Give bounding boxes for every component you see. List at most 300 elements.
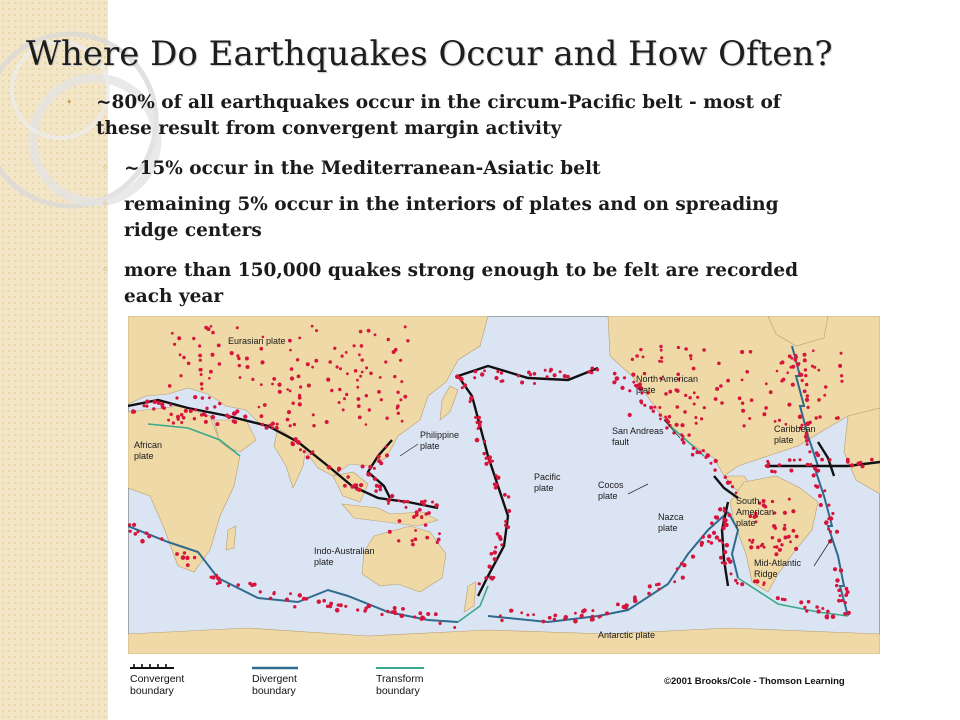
earthquake-dot <box>631 358 634 361</box>
earthquake-dot <box>824 385 827 388</box>
earthquake-dot <box>659 413 662 416</box>
earthquake-dot <box>157 401 161 405</box>
earthquake-dot <box>260 414 264 418</box>
earthquake-dot <box>517 374 520 377</box>
earthquake-dot <box>217 344 221 348</box>
earthquake-dot <box>778 548 782 552</box>
label-san-andreas-2: fault <box>612 437 630 447</box>
earthquake-dot <box>660 349 663 352</box>
earthquake-dot <box>216 582 219 585</box>
earthquake-dot <box>831 512 834 515</box>
earthquake-dot <box>289 390 292 393</box>
earthquake-dot <box>633 597 637 601</box>
earthquake-dot <box>367 604 372 609</box>
earthquake-dot <box>717 362 721 366</box>
label-indo-australian-1: Indo-Australian <box>314 546 375 556</box>
earthquake-dot <box>647 592 651 596</box>
earthquake-dot <box>189 409 193 413</box>
earthquake-dot <box>475 438 480 443</box>
earthquake-dot <box>494 546 497 549</box>
earthquake-dot <box>728 560 732 564</box>
label-philippine-2: plate <box>420 441 440 451</box>
antarctica-land <box>128 628 880 654</box>
earthquake-dot <box>459 377 463 381</box>
earthquake-dot <box>840 374 843 377</box>
earthquake-dot <box>526 614 529 617</box>
earthquake-dot <box>210 325 213 328</box>
earthquake-dot <box>248 582 252 586</box>
earthquake-dot <box>805 398 809 402</box>
earthquake-dot <box>235 409 239 413</box>
earthquake-dot <box>799 373 803 377</box>
earthquake-dot <box>549 368 553 372</box>
earthquake-dot <box>420 500 424 504</box>
earthquake-dot <box>839 594 842 597</box>
earthquake-dot <box>553 373 557 377</box>
earthquake-dot <box>824 521 828 525</box>
earthquake-dot <box>172 421 175 424</box>
earthquake-dot <box>846 458 850 462</box>
earthquake-dot <box>574 612 577 615</box>
earthquake-dot <box>680 423 684 427</box>
earthquake-dot <box>845 587 849 591</box>
earthquake-dot <box>411 539 414 542</box>
earthquake-dot <box>493 557 497 561</box>
earthquake-dot <box>477 427 480 430</box>
earthquake-dot <box>741 379 744 382</box>
earthquake-dot <box>315 329 318 332</box>
earthquake-dot <box>743 424 746 427</box>
earthquake-dot <box>730 572 733 575</box>
earthquake-dot <box>322 599 326 603</box>
earthquake-dot <box>297 440 301 444</box>
earthquake-dot <box>812 473 816 477</box>
earthquake-dot <box>693 403 696 406</box>
earthquake-dot <box>471 396 474 399</box>
earthquake-dot <box>238 364 241 367</box>
earthquake-dot <box>200 373 203 376</box>
label-caribbean-1: Caribbean <box>774 424 816 434</box>
earthquake-dot <box>814 484 817 487</box>
earthquake-dot <box>839 568 843 572</box>
earthquake-dot <box>337 467 341 471</box>
earthquake-dot <box>200 382 204 386</box>
earthquake-dot <box>360 344 364 348</box>
earthquake-dot <box>379 376 382 379</box>
earthquake-dot <box>438 532 441 535</box>
earthquake-dot <box>345 351 348 354</box>
earthquake-dot <box>821 607 824 610</box>
earthquake-dot <box>715 387 719 391</box>
earthquake-dot <box>665 426 668 429</box>
earthquake-dot <box>177 336 181 340</box>
earthquake-dot <box>147 534 151 538</box>
earthquake-dot <box>493 550 497 554</box>
earthquake-dot <box>648 584 652 588</box>
earthquake-dot <box>143 404 146 407</box>
earthquake-dot <box>227 416 231 420</box>
earthquake-dot <box>338 388 341 391</box>
earthquake-dot <box>701 535 705 539</box>
earthquake-dot <box>703 406 706 409</box>
earthquake-dot <box>660 356 663 359</box>
earthquake-dot <box>271 426 274 429</box>
earthquake-dot <box>339 603 343 607</box>
earthquake-dot <box>426 612 430 616</box>
earthquake-dot <box>836 416 840 420</box>
earthquake-dot <box>817 398 821 402</box>
legend-transform-label-1: Transform <box>376 673 424 685</box>
earthquake-dot <box>847 611 851 615</box>
earthquake-dot <box>559 370 562 373</box>
earthquake-dot <box>776 370 779 373</box>
earthquake-dot <box>480 372 484 376</box>
label-mid-atlantic-1: Mid-Atlantic <box>754 558 802 568</box>
legend-convergent-label-1: Convergent <box>130 673 185 685</box>
earthquake-dot <box>741 402 744 405</box>
earthquake-dot <box>676 405 680 409</box>
earthquake-dot <box>620 386 624 390</box>
earthquake-dot <box>205 407 208 410</box>
earthquake-dot <box>289 592 292 595</box>
earthquake-dot <box>803 389 807 393</box>
earthquake-dot <box>479 420 482 423</box>
label-south-american-1: South <box>736 496 760 506</box>
earthquake-dot <box>804 368 807 371</box>
earthquake-dot <box>835 578 839 582</box>
earthquake-dot <box>827 517 830 520</box>
earthquake-dot <box>807 600 811 604</box>
earthquake-dot <box>771 536 774 539</box>
earthquake-dot <box>840 380 843 383</box>
earthquake-dot <box>676 389 680 393</box>
earthquake-dot <box>823 489 826 492</box>
earthquake-dot <box>243 415 247 419</box>
earthquake-dot <box>762 499 766 503</box>
earthquake-dot <box>696 396 699 399</box>
earthquake-dot <box>245 357 249 361</box>
earthquake-dot <box>692 367 696 371</box>
earthquake-dot <box>792 529 796 533</box>
earthquake-dot <box>424 523 428 527</box>
slide-title: Where Do Earthquakes Occur and How Often? <box>26 34 833 74</box>
earthquake-dot <box>707 540 710 543</box>
earthquake-dot <box>780 362 783 365</box>
earthquake-dot <box>326 605 329 608</box>
earthquake-dot <box>723 550 727 554</box>
earthquake-dot <box>211 575 215 579</box>
earthquake-dot <box>386 498 391 503</box>
earthquake-dot <box>265 426 269 430</box>
earthquake-dot <box>784 536 788 540</box>
earthquake-dot <box>773 546 776 549</box>
earthquake-dot <box>807 406 810 409</box>
earthquake-dot <box>622 605 626 609</box>
earthquake-dot <box>356 379 359 382</box>
earthquake-dot <box>421 616 425 620</box>
earthquake-dot <box>778 419 781 422</box>
earthquake-dot <box>211 415 216 420</box>
earthquake-dot <box>715 515 719 519</box>
earthquake-dot <box>193 417 196 420</box>
earthquake-dot <box>850 463 854 467</box>
earthquake-dot <box>258 406 261 409</box>
earthquake-dot <box>208 396 211 399</box>
earthquake-dot <box>208 377 211 380</box>
legend-svg <box>128 656 880 706</box>
earthquake-dot <box>591 615 595 619</box>
earthquake-dot <box>809 463 812 466</box>
earthquake-dot <box>473 376 476 379</box>
earthquake-dot <box>276 423 279 426</box>
earthquake-dot <box>355 488 358 491</box>
earthquake-dot <box>305 597 309 601</box>
earthquake-dot <box>548 616 552 620</box>
earthquake-dot <box>198 344 201 347</box>
earthquake-dot <box>275 426 279 430</box>
earthquake-dot <box>314 359 318 363</box>
earthquake-dot <box>700 543 703 546</box>
earthquake-dot <box>484 462 488 466</box>
earthquake-dot <box>179 374 182 377</box>
earthquake-dot <box>414 529 417 532</box>
earthquake-dot <box>783 511 787 515</box>
earthquake-dot <box>769 390 773 394</box>
label-mid-atlantic-2: Ridge <box>754 569 778 579</box>
earthquake-dot <box>643 404 646 407</box>
earthquake-dot <box>652 410 655 413</box>
earthquake-dot <box>236 326 239 329</box>
earthquake-dot <box>399 398 402 401</box>
earthquake-dot <box>736 582 739 585</box>
earthquake-dot <box>707 534 711 538</box>
earthquake-dot <box>365 366 368 369</box>
earthquake-dot <box>298 402 302 406</box>
earthquake-dot <box>175 552 179 556</box>
earthquake-dot <box>246 365 250 369</box>
earthquake-dot <box>198 354 202 358</box>
earthquake-dot <box>134 532 138 536</box>
earthquake-dot <box>818 494 822 498</box>
earthquake-dot <box>771 500 774 503</box>
earthquake-dot <box>750 398 754 402</box>
earthquake-dot <box>299 385 302 388</box>
earthquake-dot <box>713 468 716 471</box>
earthquake-dot <box>783 524 786 527</box>
earthquake-dot <box>544 369 547 372</box>
earthquake-dot <box>778 463 782 467</box>
earthquake-dot <box>379 461 383 465</box>
earthquake-dot <box>740 582 744 586</box>
earthquake-dot <box>835 584 838 587</box>
earthquake-dot <box>499 614 502 617</box>
earthquake-dot <box>788 354 792 358</box>
earthquake-dot <box>756 580 759 583</box>
earthquake-dot <box>659 418 662 421</box>
earthquake-dot <box>710 462 713 465</box>
earthquake-dot <box>488 565 492 569</box>
earthquake-dot <box>200 387 203 390</box>
earthquake-dot <box>507 509 511 513</box>
bullet-4-line-1: more than 150,000 quakes strong enough to be felt are recorded <box>124 260 799 281</box>
label-north-american-2: plate <box>636 385 656 395</box>
earthquake-dot <box>386 610 389 613</box>
earthquake-dot <box>439 622 442 625</box>
earthquake-dot <box>181 555 186 560</box>
earthquake-dot <box>745 370 749 374</box>
earthquake-dot <box>789 469 793 473</box>
earthquake-dot <box>684 394 687 397</box>
earthquake-dot <box>477 416 481 420</box>
earthquake-dot <box>385 453 389 457</box>
earthquake-dot <box>837 599 841 603</box>
earthquake-dot <box>177 418 180 421</box>
earthquake-dot <box>357 404 361 408</box>
earthquake-dot <box>494 376 498 380</box>
earthquake-dot <box>167 419 170 422</box>
legend-transform-label-2: boundary <box>376 685 420 697</box>
earthquake-dot <box>818 415 821 418</box>
plate-map-svg <box>128 316 880 654</box>
earthquake-dot <box>311 450 314 453</box>
earthquake-dot <box>520 381 524 385</box>
earthquake-dot <box>774 527 777 530</box>
earthquake-dot <box>816 453 820 457</box>
earthquake-dot <box>263 403 267 407</box>
earthquake-dot <box>615 376 620 381</box>
earthquake-dot <box>542 620 546 624</box>
earthquake-dot <box>756 545 760 549</box>
earthquake-dot <box>363 609 367 613</box>
earthquake-dot <box>390 494 394 498</box>
earthquake-dot <box>520 611 523 614</box>
earthquake-dot <box>367 329 371 333</box>
earthquake-dot <box>693 391 696 394</box>
earthquake-dot <box>806 443 809 446</box>
earthquake-dot <box>721 541 724 544</box>
earthquake-dot <box>373 477 377 481</box>
earthquake-dot <box>133 410 136 413</box>
earthquake-dot <box>588 370 592 374</box>
earthquake-dot <box>803 358 807 362</box>
earthquake-dot <box>350 485 354 489</box>
earthquake-dot <box>500 543 503 546</box>
earthquake-dot <box>420 516 423 519</box>
earthquake-dot <box>566 375 570 379</box>
earthquake-dot <box>306 455 310 459</box>
earthquake-dot <box>343 397 346 400</box>
earthquake-dot <box>209 370 213 374</box>
earthquake-dot <box>424 500 427 503</box>
earthquake-dot <box>805 609 808 612</box>
earthquake-dot <box>826 610 830 614</box>
earthquake-dot <box>735 492 738 495</box>
earthquake-dot <box>232 419 236 423</box>
earthquake-dot <box>175 396 178 399</box>
earthquake-dot <box>171 332 174 335</box>
bullet-3-line-1: remaining 5% occur in the interiors of plates and on spreading <box>124 194 779 215</box>
earthquake-dot <box>500 371 503 374</box>
earthquake-dot <box>546 375 549 378</box>
earthquake-dot <box>718 539 722 543</box>
earthquake-dot <box>702 449 705 452</box>
earthquake-dot <box>762 412 766 416</box>
earthquake-dot <box>714 459 718 463</box>
earthquake-dot <box>211 331 215 335</box>
earthquake-dot <box>806 463 810 467</box>
earthquake-dot <box>140 539 145 544</box>
earthquake-dot <box>795 535 799 539</box>
earthquake-dot <box>180 421 183 424</box>
earthquake-dot <box>239 376 242 379</box>
earthquake-dot <box>773 470 776 473</box>
earthquake-dot <box>184 409 188 413</box>
earthquake-dot <box>765 382 768 385</box>
earthquake-dot <box>379 488 382 491</box>
earthquake-dot <box>723 518 728 523</box>
earthquake-dot <box>236 583 240 587</box>
earthquake-dot <box>793 459 796 462</box>
earthquake-dot <box>813 466 817 470</box>
earthquake-dot <box>400 380 403 383</box>
earthquake-dot <box>628 389 631 392</box>
earthquake-dot <box>415 513 419 517</box>
earthquake-dot <box>815 416 818 419</box>
earthquake-dot <box>844 601 847 604</box>
earthquake-dot <box>273 591 276 594</box>
earthquake-dot <box>368 408 371 411</box>
earthquake-dot <box>359 483 363 487</box>
earthquake-dot <box>199 359 202 362</box>
earthquake-dot <box>748 539 751 542</box>
earthquake-dot <box>726 379 730 383</box>
earthquake-dot <box>613 372 617 376</box>
earthquake-dot <box>642 356 645 359</box>
earthquake-dot <box>288 339 292 343</box>
earthquake-dot <box>341 355 344 358</box>
earthquake-dot <box>227 584 230 587</box>
earthquake-dot <box>815 605 819 609</box>
earthquake-dot <box>794 354 797 357</box>
earthquake-dot <box>358 416 362 420</box>
earthquake-dot <box>688 396 691 399</box>
earthquake-dot <box>400 614 405 619</box>
earthquake-dot <box>680 562 683 565</box>
earthquake-dot <box>342 408 345 411</box>
earthquake-dot <box>659 345 662 348</box>
earthquake-dot <box>816 609 820 613</box>
earthquake-dot <box>193 395 197 399</box>
earthquake-dot <box>496 370 499 373</box>
earthquake-dot <box>819 503 823 507</box>
earthquake-dot <box>236 354 239 357</box>
earthquake-dot <box>261 423 265 427</box>
earthquake-dot <box>358 353 361 356</box>
earthquake-dot <box>690 358 693 361</box>
label-nazca-1: Nazca <box>658 512 684 522</box>
earthquake-dot <box>199 368 203 372</box>
earthquake-dot <box>374 333 377 336</box>
earthquake-dot <box>182 356 185 359</box>
earthquake-dot <box>260 347 264 351</box>
earthquake-dot <box>837 589 841 593</box>
earthquake-dot <box>336 365 339 368</box>
earthquake-dot <box>838 364 842 368</box>
sub-bullet-marker-icon: ◦ <box>102 161 109 174</box>
earthquake-dot <box>766 460 769 463</box>
earthquake-dot <box>675 423 679 427</box>
earthquake-dot <box>168 384 172 388</box>
